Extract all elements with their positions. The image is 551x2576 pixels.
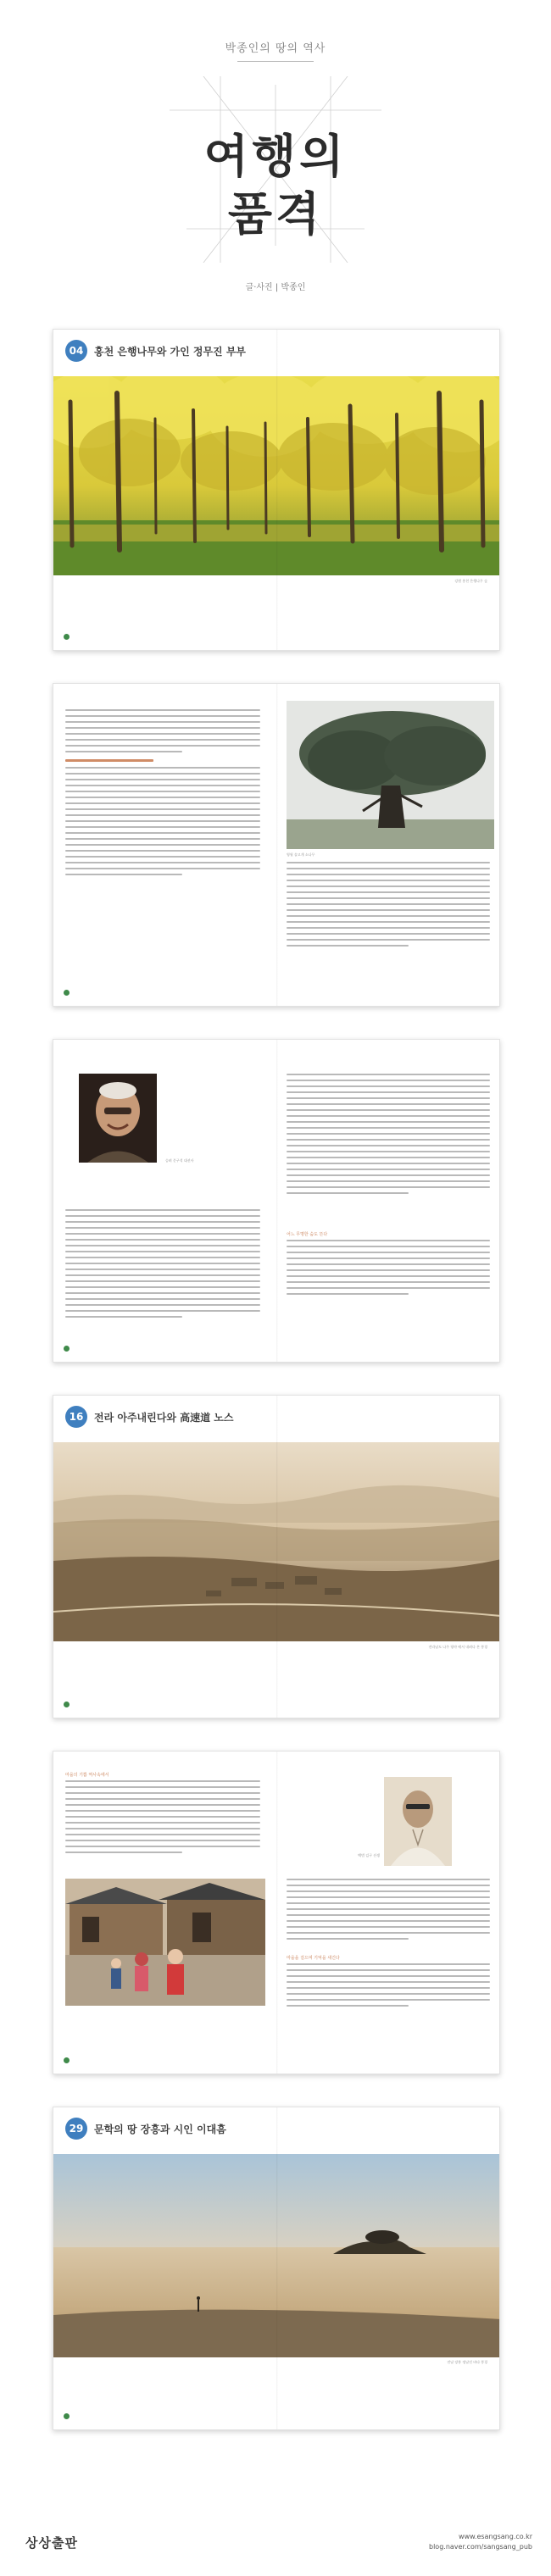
chapter-number-badge: 16 — [65, 1406, 87, 1428]
chapter-header — [65, 340, 246, 362]
chapter-title: 문학의 땅 장흥과 시인 이대흠 — [94, 2123, 226, 2135]
book-title-line2: 품격 — [227, 186, 324, 241]
photo-caption: 전라남도 나주 평야 에서 내려다 본 풍경 — [428, 1645, 487, 1649]
body-text-right-2 — [287, 1240, 490, 1299]
series-title: 박종인의 땅의 역사 — [225, 42, 326, 55]
footer-logo — [64, 990, 70, 996]
footer-logo — [64, 634, 70, 640]
body-text-right — [287, 1879, 490, 1944]
chapter-header — [65, 2118, 226, 2140]
body-text-left — [65, 1780, 260, 1857]
chapter-number-badge: 04 — [65, 340, 87, 362]
portrait-caption: 백범 김구 선생 — [358, 1853, 380, 1857]
publisher-dot-icon — [64, 1702, 70, 1707]
tree-caption: 영월 솔고개 소나무 — [287, 852, 315, 857]
spread-sea — [53, 2107, 500, 2430]
body-text-right-2 — [287, 1963, 490, 2011]
footer-logo — [64, 1702, 70, 1707]
photo-caption: 강원 홍천 은행나무 숲 — [454, 579, 487, 583]
footer-logo — [64, 1346, 70, 1352]
footer-logo — [64, 2413, 70, 2419]
website-link[interactable]: www.esangsang.co.kr — [459, 2533, 532, 2540]
section-subhead-left: 마을의 기쁨 역사속에서 — [65, 1773, 109, 1778]
body-text-right — [287, 1074, 490, 1198]
publisher-dot-icon — [64, 990, 70, 996]
publisher-dot-icon — [64, 2413, 70, 2419]
spread-aerial — [53, 1395, 500, 1718]
body-text-left — [65, 1209, 260, 1322]
section-subhead-right: 마을을 걸으며 기억을 새긴다 — [287, 1956, 340, 1961]
book-header — [0, 0, 551, 314]
publisher-links — [429, 2532, 532, 2552]
photo-caption: 전남 장흥 정남진 바다 풍경 — [447, 2360, 487, 2364]
village-street-photo — [65, 1879, 265, 2006]
spread-big-tree — [53, 683, 500, 1007]
series-divider — [237, 61, 314, 62]
body-text-left — [65, 709, 260, 880]
footer-logo — [64, 2057, 70, 2063]
chapter-header — [65, 1406, 233, 1428]
section-subhead: 어느 무명한 숨도 뜬다 — [287, 1232, 328, 1237]
body-text-right — [287, 862, 490, 951]
book-title-line1: 여행의 — [203, 129, 348, 183]
chapter-title: 홍천 은행나무와 가인 정무진 부부 — [94, 345, 247, 358]
chapter-title: 전라 아주내린다와 高速道 노스 — [94, 1411, 234, 1424]
publisher-dot-icon — [64, 634, 70, 640]
publisher-logo: 상상출판 — [25, 2535, 78, 2551]
blog-link[interactable]: blog.naver.com/sangsang_pub — [429, 2543, 532, 2551]
publisher-dot-icon — [64, 1346, 70, 1352]
monk-portrait-photo — [79, 1074, 157, 1163]
spread-village — [53, 1751, 500, 2074]
elder-portrait-photo — [384, 1777, 452, 1866]
chapter-number-badge: 29 — [65, 2118, 87, 2140]
big-tree-photo — [287, 701, 494, 849]
publisher-dot-icon — [64, 2057, 70, 2063]
portrait-caption: 승려 문구석 대선사 — [165, 1158, 194, 1163]
spread-portrait — [53, 1039, 500, 1363]
author-credit: 글·사진 | 박종인 — [245, 283, 306, 292]
spread-ginkgo — [53, 329, 500, 651]
